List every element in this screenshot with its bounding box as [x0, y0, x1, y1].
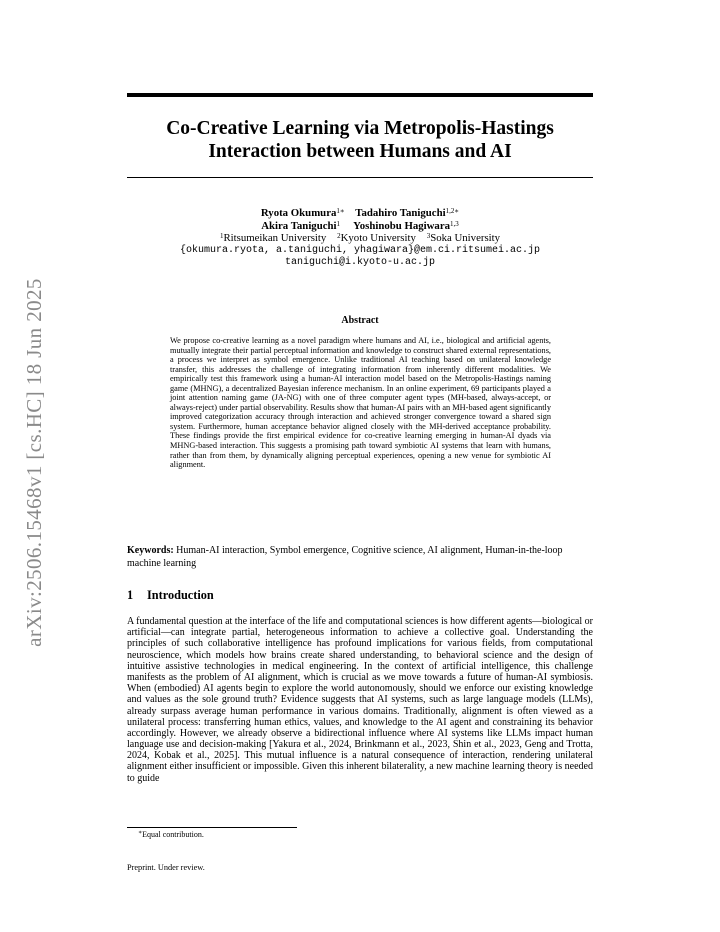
footnote-text: Equal contribution. [142, 830, 204, 839]
author-line-1 [127, 207, 593, 220]
abstract-text: We propose co-creative learning as a novel paradigm where humans and AI, i.e., biological and artificial agents, mutually integrate their partial perceptual information and knowledge to construct shared external representations, a process we interpret as symbol emergence. Unlike traditional AI teaching based on unilateral knowledge transfer, this addresses the challenge of integrating information from inherently different modalities. We empirically test this framework using a human-AI interaction model based on the Metropolis-Hastings naming game (MHNG), a decentralized Bayesian inference mechanism. In an online experiment, 69 participants played a joint attention naming game (JA-NG) with one of three computer agent types (MH-based, always-accept, or always-reject) under partial observability. Results show that human-AI pairs with an MH-based agent significantly improved categorization accuracy through interaction and achieved stronger convergence toward a shared sign system. Furthermore, human acceptance behavior aligned closely with the MH-derived acceptance probability. These findings provide the first empirical evidence for co-creative learning emerging in human-AI dyads via MHNG-based interaction. This suggests a promising path toward symbiotic AI systems that learn with humans, rather than from them, by dynamically aligning perceptual experiences, opening a new venue for symbiotic AI alignment. [170, 336, 551, 470]
author-affil-mark: 1∗ [336, 207, 345, 215]
preprint-notice: Preprint. Under review. [127, 863, 205, 872]
footnote [138, 830, 204, 839]
arxiv-identifier-margin [14, 262, 54, 662]
affil-mark: 1 [219, 232, 224, 241]
author-affil-mark: 1,3 [450, 219, 459, 228]
author-email-1[interactable]: {okumura.ryota, a.taniguchi, yhagiwara}@em.ci.ritsumei.ac.jp [179, 244, 541, 256]
title-top-rule [127, 93, 593, 97]
author-affil-mark: 1,2∗ [445, 207, 460, 215]
affiliations [127, 232, 593, 245]
author-block [127, 207, 593, 270]
section-heading-introduction [127, 588, 593, 603]
affil-mark: 3 [426, 232, 431, 241]
affiliation: Ritsumeikan University [223, 232, 327, 245]
affil-mark: 2 [337, 232, 341, 241]
affiliation: Kyoto University [340, 232, 416, 245]
keywords-label: Keywords: [127, 545, 174, 556]
footnote-mark: ∗ [138, 830, 143, 836]
author-line-2 [127, 220, 593, 233]
keywords [127, 545, 593, 570]
introduction-paragraph: A fundamental question at the interface of the life and computational sciences is how different agents—biological or artificial—can integrate partial, heterogeneous information to achieve a collective goal. Understanding the principles of such collaborative intelligence has profound implications for various fields, from computational neuroscience, which models how brains create shared understanding, to behavioral science and the design of intuitive assistive technologies in medical engineering. In the context of artificial intelligence, this challenge manifests as the problem of AI alignment, which is crucial as we move towards a future of human-AI symbiosis. When (embodied) AI agents begin to explore the world autonomously, should we enforce our existing knowledge and values as the sole ground truth? Evidence suggests that AI systems, such as large language models (LLMs), already surpass average human performance in various domains. Traditionally, alignment is often viewed as a unilateral process: transferring human ethics, values, and knowledge to the AI agent and constraining its behavior accordingly. However, we already observe a bidirectional influence where AI systems like LLMs impact human language use and decision-making [Yakura et al., 2024, Brinkmann et al., 2023, Shin et al., 2023, Geng and Trotta, 2024, Kobak et al., 2025]. This mutual influence is a natural consequence of interaction, rendering unilateral alignment either insufficient or impossible. Given this inherent bilaterality, a new machine learning theory is needed to guide [127, 616, 593, 784]
title-line-1: Co-Creative Learning via Metropolis-Hastings [166, 118, 554, 139]
keywords-text: Human-AI interaction, Symbol emergence, Cognitive science, AI alignment, Human-in-the-loop machine learning [127, 545, 563, 569]
author-name: Tadahiro Taniguchi [355, 207, 446, 219]
abstract-heading: Abstract [341, 315, 379, 326]
author-affil-mark: 1 [336, 219, 341, 228]
section-number: 1 [127, 588, 134, 602]
affiliation: Soka University [430, 232, 501, 245]
title-line-2: Interaction between Humans and AI [208, 141, 512, 162]
footnote-rule [127, 827, 297, 828]
author-name: Yoshinobu Hagiwara [353, 219, 451, 232]
section-title: Introduction [147, 588, 214, 602]
author-name: Akira Taniguchi [261, 219, 337, 232]
paper-title [127, 117, 593, 163]
arxiv-identifier[interactable]: arXiv:2506.15468v1 [cs.HC] 18 Jun 2025 [21, 277, 46, 647]
title-bottom-rule [127, 177, 593, 178]
author-name: Ryota Okumura [260, 207, 337, 219]
author-email-2[interactable]: taniguchi@i.kyoto-u.ac.jp [284, 257, 436, 269]
